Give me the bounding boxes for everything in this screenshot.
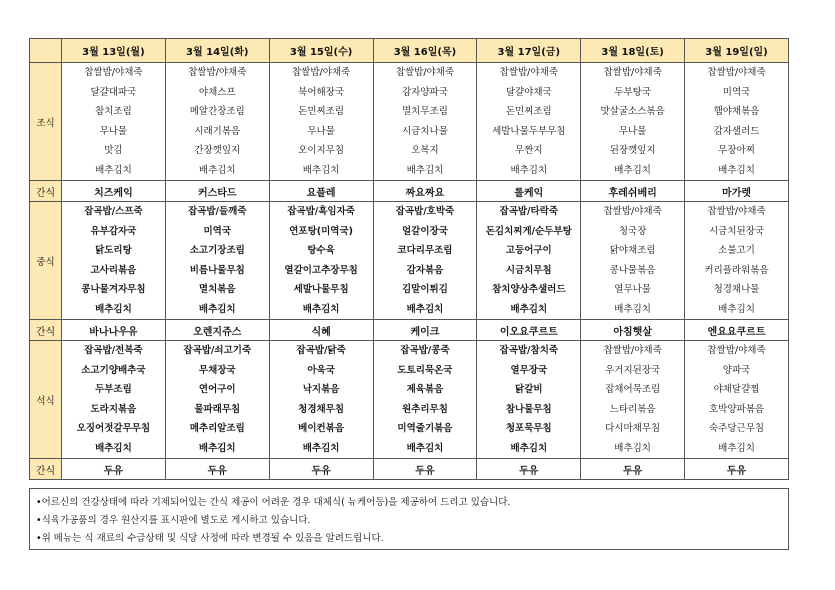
breakfast-day-cell bbox=[269, 63, 373, 181]
snack-item: 이오요쿠르트 bbox=[477, 320, 581, 341]
menu-item: 돈민찌조림 bbox=[298, 106, 345, 117]
weekly-menu-table bbox=[29, 38, 789, 480]
menu-item: 배추김치 bbox=[406, 303, 444, 315]
snack-item: 두유 bbox=[373, 459, 477, 480]
lunch-day-cell bbox=[373, 202, 477, 320]
menu-item: 배추김치 bbox=[718, 442, 755, 454]
menu-item: 배추김치 bbox=[302, 442, 340, 454]
menu-item: 참치조림 bbox=[95, 106, 132, 117]
menu-item: 오징어젓갈무무침 bbox=[76, 423, 151, 434]
menu-item: 감자샐러드 bbox=[713, 125, 760, 137]
snack-label: 간식 bbox=[30, 459, 62, 480]
snack-row bbox=[30, 459, 789, 480]
dinner-day-cell bbox=[477, 341, 581, 459]
menu-item: 시금치나물 bbox=[402, 125, 448, 137]
menu-item: 감자볶음 bbox=[406, 264, 444, 276]
breakfast-day-cell bbox=[581, 63, 685, 181]
menu-item: 참나물무침 bbox=[505, 403, 552, 415]
lunch-day-cell bbox=[269, 202, 373, 320]
menu-item: 잡곡밥/참치죽 bbox=[499, 345, 559, 356]
menu-item: 잡곡밥/쇠고기죽 bbox=[183, 345, 252, 356]
menu-item: 잡채어묵조림 bbox=[605, 384, 661, 395]
menu-item: 세발나물무침 bbox=[293, 284, 349, 295]
snack-item: 두유 bbox=[477, 459, 581, 480]
date-header: 3월 19일(일) bbox=[685, 39, 789, 63]
snack-item: 두유 bbox=[685, 459, 789, 480]
menu-item: 찹쌀밥/야채죽 bbox=[291, 67, 351, 78]
date-header: 3월 14일(화) bbox=[165, 39, 269, 63]
menu-item: 찹쌀밥/야채죽 bbox=[84, 67, 143, 78]
menu-item: 배추김치 bbox=[302, 303, 340, 315]
menu-item: 비름나물무침 bbox=[189, 264, 245, 276]
snack-item: 마가렛 bbox=[685, 181, 789, 202]
lunch-day-cell bbox=[62, 202, 166, 320]
dinner-day-cell bbox=[165, 341, 269, 459]
snack-item: 아침햇살 bbox=[581, 320, 685, 341]
snack-item: 두유 bbox=[62, 459, 166, 480]
menu-item: 탕수육 bbox=[307, 245, 335, 256]
breakfast-day-cell bbox=[373, 63, 477, 181]
menu-item: 무나물 bbox=[99, 125, 128, 137]
menu-item: 세발나물두부무침 bbox=[492, 125, 566, 137]
snack-item: 커스타드 bbox=[165, 181, 269, 202]
snack-item: 롤케익 bbox=[477, 181, 581, 202]
lunch-day-cell bbox=[165, 202, 269, 320]
menu-item: 오복지 bbox=[411, 145, 439, 156]
snack-item: 후레쉬베리 bbox=[581, 181, 685, 202]
menu-item: 청경채무침 bbox=[298, 403, 345, 415]
menu-item: 콩나물볶음 bbox=[609, 264, 656, 276]
menu-item: 얼갈이장국 bbox=[402, 225, 448, 237]
menu-item: 고등어구이 bbox=[505, 245, 552, 256]
menu-item: 소고기장조림 bbox=[189, 245, 245, 256]
dinner-day-cell bbox=[373, 341, 477, 459]
menu-item: 양파국 bbox=[722, 364, 751, 376]
menu-item: 잡곡밥/닭죽 bbox=[296, 345, 346, 356]
snack-label: 간식 bbox=[30, 320, 62, 341]
menu-item: 청경채나물 bbox=[713, 284, 760, 295]
menu-item: 코다리무조림 bbox=[397, 245, 453, 256]
snack-item: 바나나우유 bbox=[62, 320, 166, 341]
date-header-row bbox=[30, 39, 789, 63]
dinner-day-cell bbox=[685, 341, 789, 459]
breakfast-label: 조식 bbox=[30, 63, 62, 181]
menu-item: 배추김치 bbox=[614, 303, 651, 315]
menu-item: 북어해장국 bbox=[298, 86, 345, 98]
menu-item: 제육볶음 bbox=[406, 384, 444, 395]
lunch-day-cell bbox=[685, 202, 789, 320]
note-line: •식육가공품의 경우 원산지를 표시판에 별도로 게시하고 있습니다. bbox=[36, 515, 311, 526]
menu-item: 미역줄기볶음 bbox=[397, 423, 453, 434]
dinner-label: 석식 bbox=[30, 341, 62, 459]
menu-item: 배추김치 bbox=[614, 442, 651, 454]
breakfast-day-cell bbox=[62, 63, 166, 181]
menu-item: 배추김치 bbox=[198, 442, 236, 454]
menu-item: 연포탕(미역국) bbox=[289, 225, 353, 237]
date-header: 3월 18일(토) bbox=[581, 39, 685, 63]
menu-item: 두부탕국 bbox=[614, 86, 651, 98]
menu-item: 배추김치 bbox=[510, 303, 548, 315]
menu-item: 배추김치 bbox=[718, 303, 755, 315]
menu-item: 물파래무침 bbox=[194, 403, 241, 415]
menu-item: 소고기양배추국 bbox=[81, 364, 146, 376]
menu-item: 닭도리탕 bbox=[95, 245, 132, 256]
menu-item: 배추김치 bbox=[510, 442, 548, 454]
menu-item: 달걀대파국 bbox=[90, 86, 137, 98]
snack-item: 두유 bbox=[581, 459, 685, 480]
date-header: 3월 16일(목) bbox=[373, 39, 477, 63]
note-line: •어르신의 건강상태에 따라 기제되어있는 간식 제공이 어려운 경우 대체식( 뉴케어등)을 제공하여 드리고 있습니다. bbox=[36, 497, 511, 508]
lunch-day-cell bbox=[477, 202, 581, 320]
notes-box bbox=[29, 488, 789, 550]
menu-item: 김말이튀김 bbox=[402, 284, 448, 295]
menu-item: 잡곡밥/호박죽 bbox=[395, 206, 455, 217]
menu-item: 커리플라워볶음 bbox=[704, 264, 769, 276]
snack-item: 식혜 bbox=[269, 320, 373, 341]
menu-item: 소불고기 bbox=[718, 245, 755, 256]
menu-item: 배추김치 bbox=[510, 164, 548, 176]
menu-item: 미역국 bbox=[203, 225, 232, 237]
snack-item: 요플레 bbox=[269, 181, 373, 202]
menu-item: 유부감자국 bbox=[90, 225, 137, 237]
menu-item: 열무장국 bbox=[510, 364, 548, 376]
menu-item: 미역국 bbox=[722, 86, 751, 98]
menu-item: 감자양파국 bbox=[402, 86, 448, 98]
lunch-label: 중식 bbox=[30, 202, 62, 320]
snack-row bbox=[30, 181, 789, 202]
menu-item: 아욱국 bbox=[307, 364, 335, 376]
snack-label: 간식 bbox=[30, 181, 62, 202]
menu-item: 달걀야채국 bbox=[505, 86, 552, 98]
dinner-row bbox=[30, 341, 789, 459]
menu-item: 배추김치 bbox=[198, 164, 236, 176]
snack-item: 두유 bbox=[165, 459, 269, 480]
date-header: 3월 17일(금) bbox=[477, 39, 581, 63]
snack-item: 엔요요쿠르트 bbox=[685, 320, 789, 341]
menu-item: 두부조림 bbox=[95, 384, 132, 395]
menu-item: 야채스프 bbox=[198, 86, 236, 98]
menu-item: 찹쌀밥/야채죽 bbox=[499, 67, 558, 78]
menu-item: 찹쌀밥/야채죽 bbox=[603, 206, 662, 217]
menu-item: 찹쌀밥/야채죽 bbox=[395, 67, 455, 78]
menu-item: 무나물 bbox=[618, 125, 647, 137]
menu-item: 연어구이 bbox=[198, 384, 236, 395]
menu-item: 오이지무침 bbox=[298, 145, 345, 156]
dinner-day-cell bbox=[269, 341, 373, 459]
menu-item: 낙지볶음 bbox=[302, 384, 340, 395]
menu-item: 배추김치 bbox=[302, 164, 340, 176]
date-header: 3월 13일(월) bbox=[62, 39, 166, 63]
menu-item: 닭갈비 bbox=[515, 384, 543, 395]
menu-item: 찹쌀밥/야채죽 bbox=[707, 67, 766, 78]
dinner-day-cell bbox=[62, 341, 166, 459]
menu-item: 잡곡밥/타락죽 bbox=[499, 206, 559, 217]
menu-item: 도라지볶음 bbox=[90, 403, 137, 415]
snack-row bbox=[30, 320, 789, 341]
menu-item: 숙주당근무침 bbox=[709, 423, 765, 434]
menu-item: 배추김치 bbox=[95, 303, 132, 315]
menu-item: 멸치볶음 bbox=[198, 284, 236, 295]
menu-item: 돈김치찌게/순두부탕 bbox=[485, 225, 572, 237]
menu-item: 찹쌀밥/야채죽 bbox=[707, 345, 766, 356]
menu-item: 청포묵무침 bbox=[505, 423, 552, 434]
menu-item: 배추김치 bbox=[614, 164, 651, 176]
note-line: •위 메뉴는 식 재료의 수급상태 및 식당 사정에 따라 변경될 수 있음을 알려드립니다. bbox=[36, 533, 384, 544]
menu-item: 닭야채조림 bbox=[609, 245, 656, 256]
menu-item: 다시마채무침 bbox=[605, 423, 661, 434]
menu-item: 배추김치 bbox=[718, 164, 755, 176]
menu-item: 돈민찌조림 bbox=[505, 106, 552, 117]
corner-cell bbox=[30, 39, 62, 63]
snack-item: 케이크 bbox=[373, 320, 477, 341]
menu-item: 시래기볶음 bbox=[194, 125, 241, 137]
menu-item: 맛살굴소스볶음 bbox=[600, 106, 665, 117]
menu-item: 열갈이고추장무침 bbox=[284, 264, 358, 276]
breakfast-day-cell bbox=[165, 63, 269, 181]
menu-item: 찹쌀밥/야채죽 bbox=[188, 67, 247, 78]
snack-item: 두유 bbox=[269, 459, 373, 480]
date-header: 3월 15일(수) bbox=[269, 39, 373, 63]
menu-item: 청국장 bbox=[618, 225, 647, 237]
menu-item: 배추김치 bbox=[95, 442, 132, 454]
menu-item: 메추리알조림 bbox=[189, 423, 245, 434]
breakfast-row bbox=[30, 63, 789, 181]
menu-item: 된장깻잎지 bbox=[609, 145, 656, 156]
breakfast-day-cell bbox=[477, 63, 581, 181]
menu-item: 무채장국 bbox=[198, 364, 236, 376]
menu-item: 원추리무침 bbox=[402, 403, 448, 415]
menu-item: 메알간장조림 bbox=[189, 106, 245, 117]
lunch-row bbox=[30, 202, 789, 320]
snack-item: 짜요짜요 bbox=[373, 181, 477, 202]
lunch-day-cell bbox=[581, 202, 685, 320]
menu-item: 도토리묵온국 bbox=[397, 364, 453, 376]
menu-item: 잡곡밥/전복죽 bbox=[84, 345, 143, 356]
menu-item: 베이컨볶음 bbox=[298, 423, 345, 434]
menu-item: 잡곡밥/스프죽 bbox=[84, 206, 143, 217]
menu-item: 멸치무조림 bbox=[402, 106, 448, 117]
menu-item: 잡곡밥/콩죽 bbox=[400, 345, 450, 356]
menu-item: 찹쌀밥/야채죽 bbox=[707, 206, 766, 217]
menu-item: 햄야채볶음 bbox=[713, 106, 760, 117]
menu-item: 찹쌀밥/야채죽 bbox=[603, 67, 662, 78]
menu-item: 우거지된장국 bbox=[605, 364, 661, 376]
menu-item: 느타리볶음 bbox=[609, 403, 656, 415]
menu-item: 간장깻잎지 bbox=[194, 145, 241, 156]
menu-item: 배추김치 bbox=[406, 164, 444, 176]
snack-item: 오렌지쥬스 bbox=[165, 320, 269, 341]
menu-item: 시금치무침 bbox=[505, 264, 552, 276]
menu-item: 잡곡밥/흑임자죽 bbox=[287, 206, 355, 217]
menu-item: 배추김치 bbox=[406, 442, 444, 454]
menu-item: 배추김치 bbox=[198, 303, 236, 315]
menu-item: 열무나물 bbox=[614, 284, 651, 295]
menu-item: 호박양파볶음 bbox=[709, 403, 765, 415]
menu-item: 시금치된장국 bbox=[709, 225, 765, 237]
menu-item: 무짠지 bbox=[515, 145, 543, 156]
menu-item: 콩나물겨자무침 bbox=[81, 284, 146, 295]
dinner-day-cell bbox=[581, 341, 685, 459]
menu-item: 잡곡밥/들깨죽 bbox=[187, 206, 247, 217]
menu-item: 야채달걀찜 bbox=[713, 384, 760, 395]
menu-item: 참치양상추샐러드 bbox=[492, 284, 566, 295]
breakfast-day-cell bbox=[685, 63, 789, 181]
menu-item: 찹쌀밥/야채죽 bbox=[603, 345, 662, 356]
menu-item: 무나물 bbox=[307, 125, 335, 137]
menu-item: 무장아찌 bbox=[718, 145, 755, 156]
menu-item: 배추김치 bbox=[95, 164, 132, 176]
menu-item: 고사리볶음 bbox=[90, 264, 137, 276]
snack-item: 치즈케익 bbox=[62, 181, 166, 202]
menu-item: 맛김 bbox=[104, 145, 123, 156]
